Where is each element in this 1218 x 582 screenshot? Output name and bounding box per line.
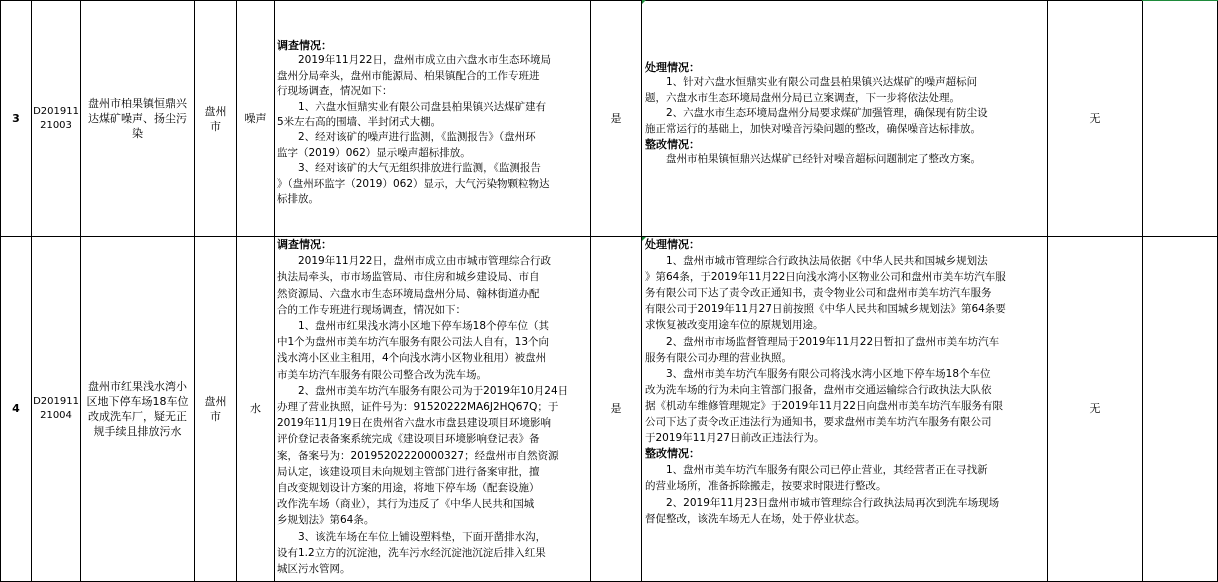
investigation-text: 调查情况： 2019年11月22日，盘州市成立由市城市管理综合行政 执法局牵头，市市场监管局、市住房和城乡建设局、市自 然资源局、六盘水市生态环境局盘州分局、翰林街道办配 合的工作专班进行现场调查，情况如下： 1、盘州市红果浅水湾小区地下停车场18个停车位（其 中1个为盘州市美车坊汽车服务有限公司法人自有，13个向 浅水湾小区业主租用，4个向浅水湾小区物业租用）被盘州 市美车坊汽车服务有限公司整合改为洗车场。 2、盘州市美车坊汽车服务有限公司为于2019年10月24日 办理了营业执照，证件号为：91520222MA6J2HQ67Q；于 2019年11月19日在贵州省六盘水市盘县建设项目环境影响 评价登记表备案系统完成《建设项目环境影响登记表》备 案，备案号为：20195202220000327；经盘州市自然资源 局认定，该建设项目未向规划主管部门进行备案审批，擅 自改变规划设计方案的用途，将地下停车场（配套设施） 改作洗车场（商业），其行为违反了《中华人民共和国城 乡规划法》第64条。 3、该洗车场在车位上铺设塑料垫，下面开凿排水沟， 设有1.2立方的沉淀池，洗车污水经沉淀池沉淀后排入红果 城区污水管网。 <box>277 238 569 576</box>
row-index: 3 <box>12 111 20 125</box>
case-code: D201911 21003 <box>33 105 79 131</box>
pollution-category: 水 <box>250 402 261 415</box>
verified-status: 是 <box>610 402 622 415</box>
pollution-category: 噪声 <box>244 111 267 125</box>
region: 盘州 市 <box>204 104 227 133</box>
case-title: 盘州市柏果镇恒鼎兴 达煤矿噪声、扬尘污 染 <box>88 97 187 140</box>
row-index: 4 <box>12 402 20 415</box>
handling-text: 处理情况： 1、盘州市城市管理综合行政执法局依据《中华人民共和国城乡规划法 》第64条，于2019年11月22日向浅水湾小区物业公司和盘州市美车坊汽车服 务有限公司下达了责令改正通知书，责令物业公司和盘州市美车坊汽车服务 有限公司于2019年11月27日前按照《中华人民共和国城乡规划法》第64条要 求恢复被改变用途车位的原规划用途。 2、盘州市市场监督管理局于2019年11月22日暂扣了盘州市美车坊汽车 服务有限公司办理的营业执照。 3、盘州市美车坊汽车服务有限公司将浅水湾小区地下停车场18个车位 改为洗车场的行为未向主管部门报备，盘州市交通运输综合行政执法大队依 据《机动车维修管理规定》于2019年11月22日向盘州市美车坊汽车服务有限 公司下达了责令改正违法行为通知书，要求盘州市美车坊汽车服务有限公司 于2019年11月27日前改正违法行为。 整改情况： 1、盘州市美车坊汽车服务有限公司已停止营业，其经营者正在寻找新 的营业场所，准备拆除搬走，按要求时限进行整改。 2、2019年11月23日盘州市城市管理综合行政执法局再次到洗车场现场 督促整改，该洗车场无人在场，处于停业状态。 <box>645 238 1006 525</box>
case-code: D201911 21004 <box>33 396 79 421</box>
investigation-text: 调查情况： 2019年11月22日，盘州市成立由六盘水市生态环境局 盘州分局牵头，盘州市能源局、柏果镇配合的工作专班进 行现场调查，情况如下： 1、六盘水恒鼎实业有限公司盘县柏果镇兴达煤矿建有 5米左右高的围墙、半封闭式大棚。 2、经对该矿的噪声进行监测，《监测报告》（盘州环 监字（2019）062）显示噪声超标排放。 3、经对该矿的大气无组织排放进行监测，《监测报告 》（盘州环监字（2019）062）显示，大气污染物颗粒物达 标排放。 <box>277 39 551 206</box>
accountability: 无 <box>1089 111 1101 125</box>
accountability: 无 <box>1089 402 1101 415</box>
case-title: 盘州市红果浅水湾小 区地下停车场18车位 改成洗车厂，疑无正 规手续且排放污水 <box>86 380 189 438</box>
region: 盘州 市 <box>204 395 227 423</box>
handling-text: 处理情况： 1、针对六盘水恒鼎实业有限公司盘县柏果镇兴达煤矿的噪声超标问 题，六盘水市生态环境局盘州分局已立案调查，下一步将依法处理。 2、六盘水市生态环境局盘州分局要求煤矿加强管理，确保现有防尘设 施正常运行的基础上，加快对噪音污染问题的整改，确保噪音达标排放。 整改情况： 盘州市柏果镇恒鼎兴达煤矿已经针对噪音超标问题制定了整改方案。 <box>645 61 988 166</box>
verified-status: 是 <box>610 111 622 125</box>
